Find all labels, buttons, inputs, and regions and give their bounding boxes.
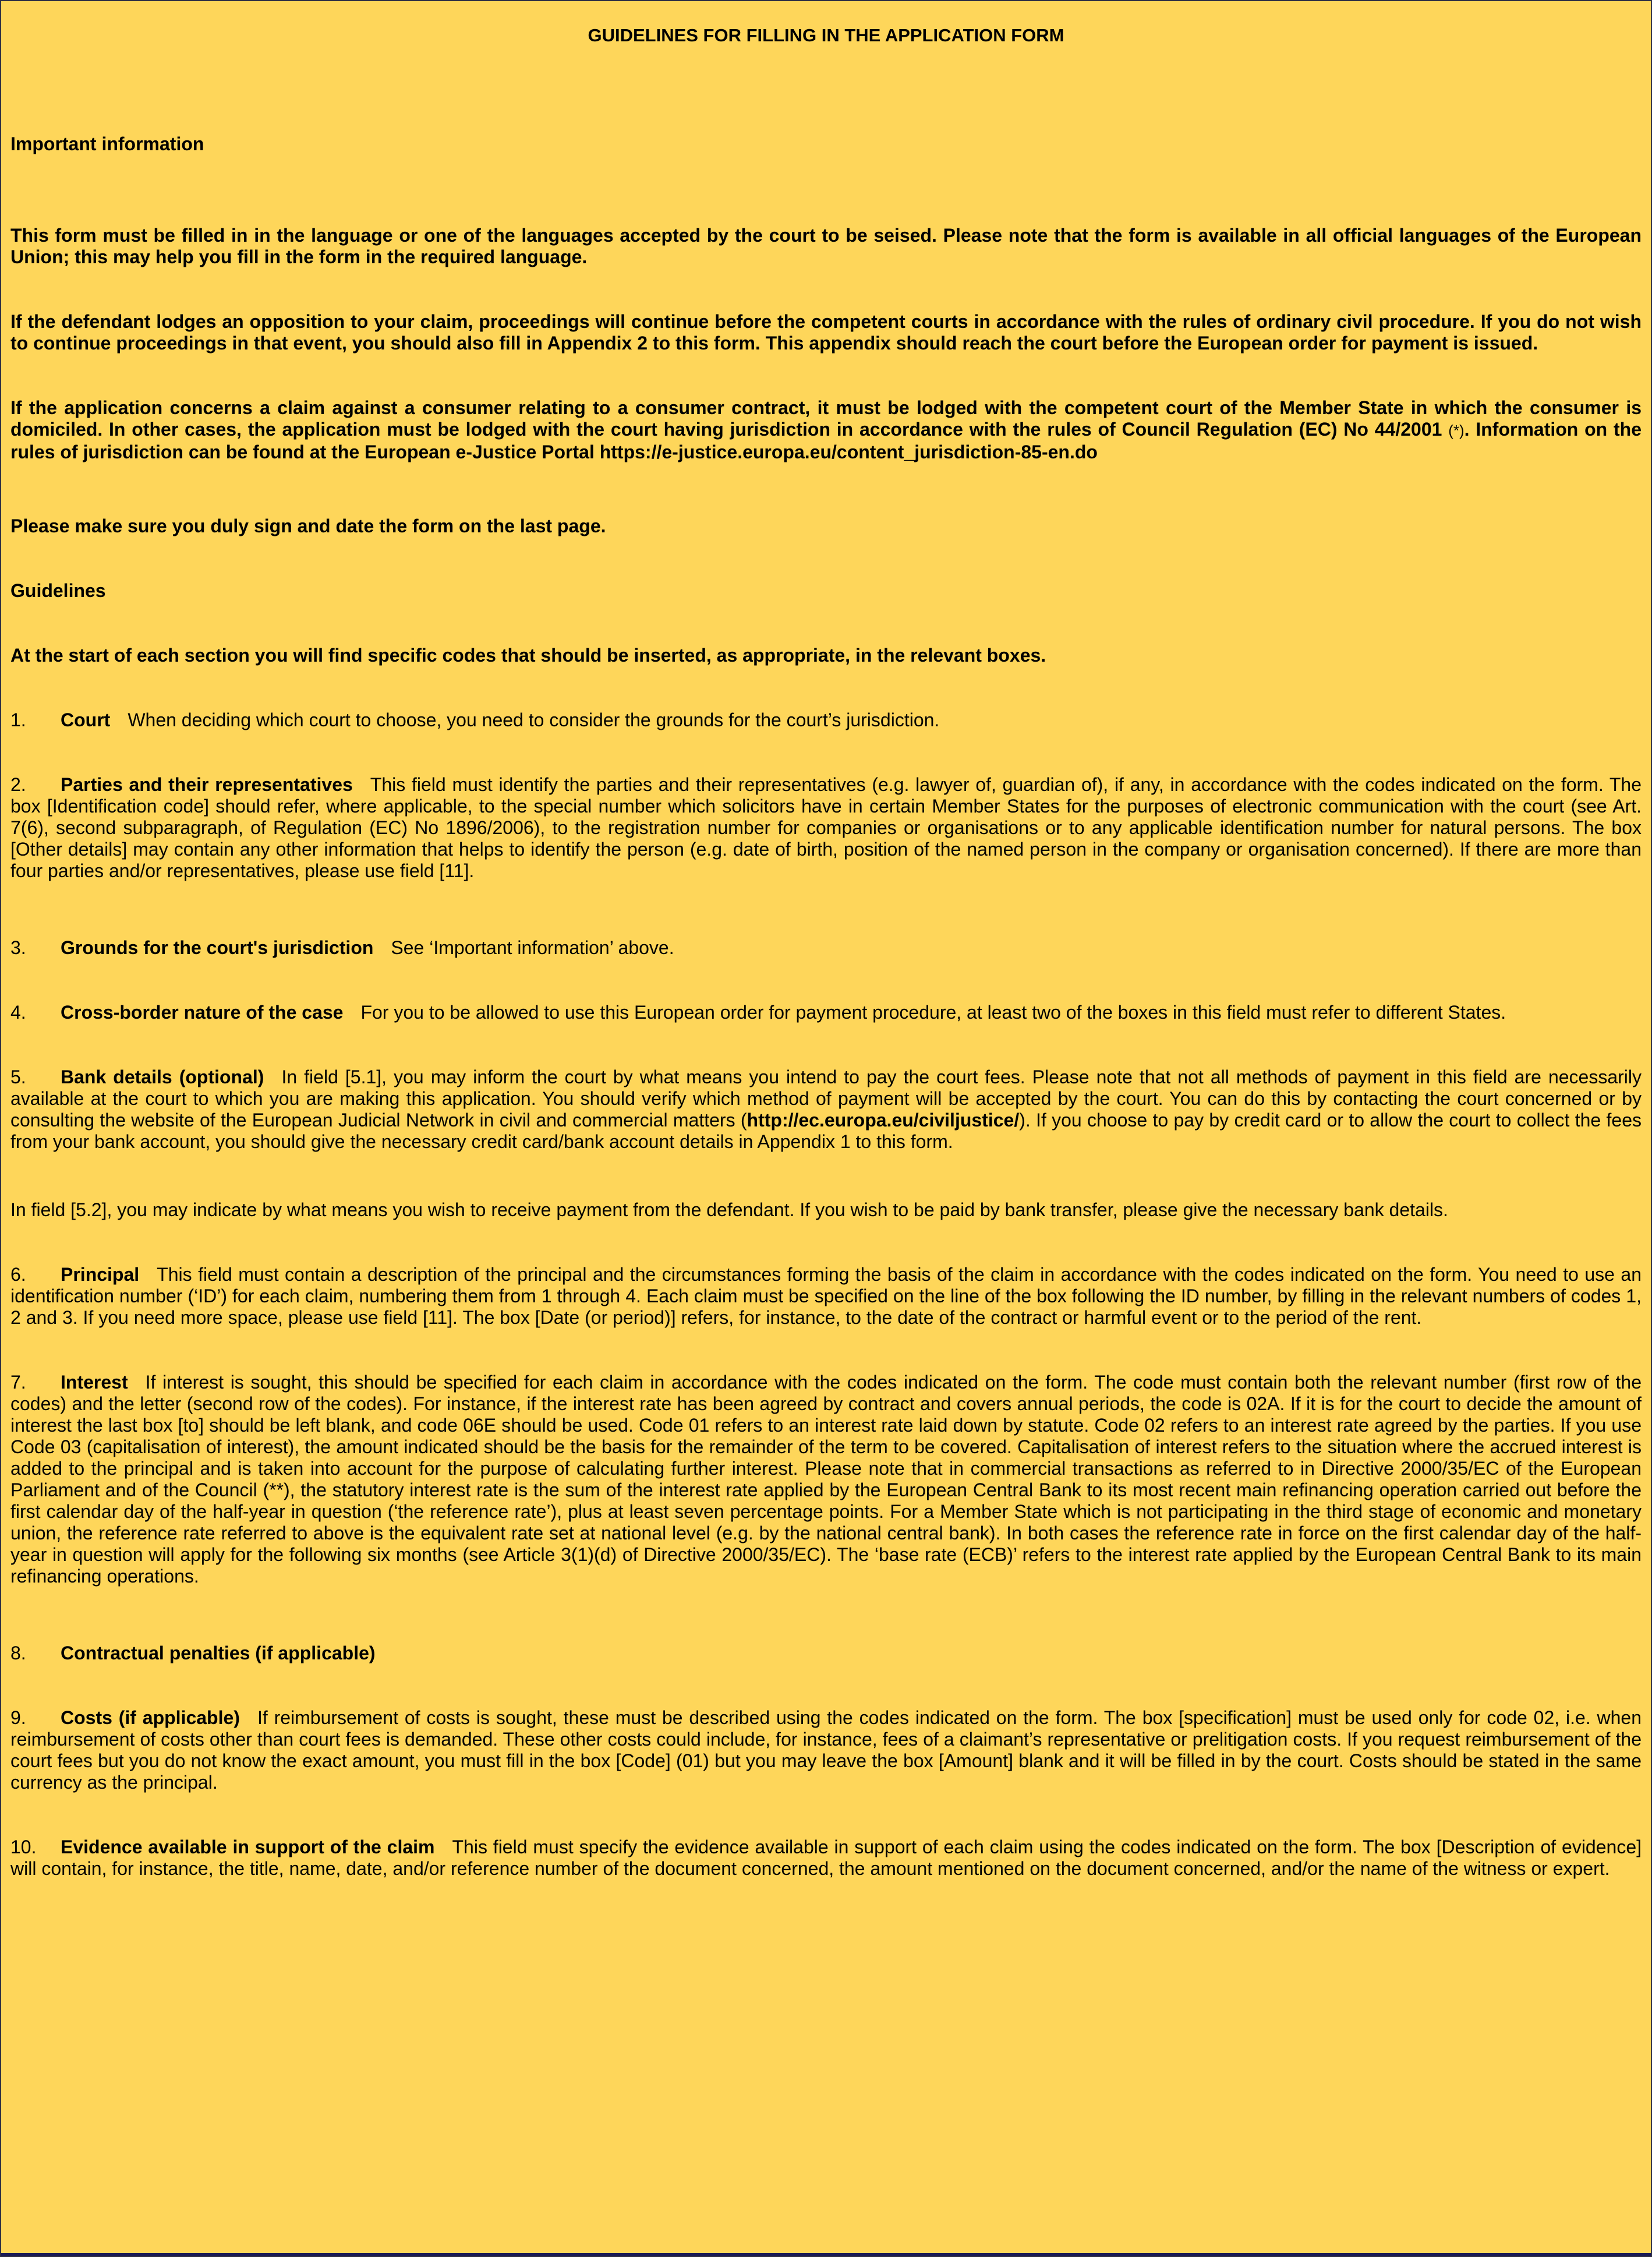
item-body: ). If you choose to pay by credit card or to allow the court to collect the fees from your bank account, you should give the necessary credit card/bank account details in Appendix 1 to this form. — [10, 1110, 1642, 1152]
item-heading-evidence: Evidence available in support of the claim — [61, 1836, 435, 1857]
language-paragraph: This form must be filled in in the language or one of the languages accepted by the court to be seised. Please note that the form is available in all official languages of the European Union; this may help you fill in the form in the required language. — [10, 225, 1642, 267]
item-number: 3. — [10, 937, 26, 958]
item-body: When deciding which court to choose, you need to consider the grounds for the court’s jurisdiction. — [128, 709, 940, 730]
item-number: 2. — [10, 774, 26, 795]
document-content — [1, 1, 1651, 1880]
guideline-item-evidence — [10, 1836, 1642, 1880]
important-info-heading: Important information — [10, 133, 204, 154]
consumer-jurisdiction-paragraph — [10, 397, 1642, 463]
item-number: 8. — [10, 1643, 26, 1663]
footnote-ref-star: (*) — [1448, 422, 1464, 439]
item-heading-interest: Interest — [61, 1372, 128, 1393]
guideline-item-cross-border — [10, 1002, 1642, 1023]
codes-intro-paragraph: At the start of each section you will find specific codes that should be inserted, as appropriate, in the relevant boxes. — [10, 645, 1046, 666]
item-body: This field must contain a description of the principal and the circumstances forming the basis of the claim in accordance with the codes indicated on the form. You need to use an identification number (‘ID’) for each claim, numbering them from 1 through 4. Each claim must be specified on the line of the box following the ID number, by filling in the relevant numbers of codes 1, 2 and 3. If you need more space, please use field [11]. The box [Date (or period)] refers, for instance, to the date of the contract or harmful event or to the period of the rent. — [10, 1264, 1642, 1328]
item-body: In field [5.1], you may inform the court by what means you intend to pay the court fees. Please note that not all methods of payment in this field are necessarily available at the court to which you are making this application. You should verify which method of payment will be accepted by the court. You can do this by contacting the court concerned or by consulting the website of the European Judicial Network in civil and commercial matters ( — [10, 1066, 1642, 1131]
item-body: If interest is sought, this should be specified for each claim in accordance with the codes indicated on the form. The code must contain both the relevant number (first row of the codes) and the letter (second row of the codes). For instance, if the interest rate has been agreed by contract and covers annual periods, the code is 02A. If it is for the court to decide the amount of interest the last box [to] should be left blank, and code 06E should be used. Code 01 refers to an interest rate laid down by statute. Code 02 refers to an interest rate agreed by the parties. If you use Code 03 (capitalisation of interest), the amount indicated should be the basis for the remainder of the term to be covered. Capitalisation of interest refers to the situation where the accrued interest is added to the principal and is taken into account for the purpose of calculating further interest. Please note that in commercial transactions as referred to in Directive 2000/35/EC of the European Parliament and of the Council (**), the statutory interest rate is the sum of the interest rate applied by the European Central Bank to its most recent main refinancing operation carried out before the first calendar day of the half-year in question (‘the reference rate’), plus at least seven percentage points. For a Member State which is not participating in the third stage of economic and monetary union, the reference rate referred to above is the equivalent rate set at national level (e.g. by the national central bank). In both cases the reference rate in force on the first calendar day of the half-year in question will apply for the following six months (see Article 3(1)(d) of Directive 2000/35/EC). The ‘base rate (ECB)’ refers to the interest rate applied by the European Central Bank to its main refinancing operations. — [10, 1372, 1642, 1587]
guideline-item-parties — [10, 774, 1642, 882]
window-bottom-edge — [1, 2253, 1651, 2256]
guideline-item-bank-details — [10, 1066, 1642, 1153]
guideline-item-grounds — [10, 937, 1642, 959]
item-heading-cross-border: Cross-border nature of the case — [61, 1002, 344, 1023]
item-heading-grounds: Grounds for the court's jurisdiction — [61, 937, 374, 958]
item-heading-principal: Principal — [61, 1264, 140, 1285]
item-number: 7. — [10, 1372, 26, 1393]
guidelines-heading: Guidelines — [10, 580, 106, 601]
item-body: This field must specify the evidence available in support of each claim using the codes indicated on the form. The box [Description of evidence] will contain, for instance, the title, name, date, and/or reference number of the document concerned, the amount mentioned on the document concerned, and/or the name of the witness or expert. — [10, 1836, 1642, 1879]
item-heading-bank-details: Bank details (optional) — [61, 1066, 264, 1087]
guideline-item-principal — [10, 1264, 1642, 1329]
item-heading-parties: Parties and their representatives — [61, 774, 353, 795]
item-heading-costs: Costs (if applicable) — [61, 1707, 240, 1728]
page-title: GUIDELINES FOR FILLING IN THE APPLICATION FORM — [588, 25, 1064, 45]
item-number: 5. — [10, 1066, 26, 1087]
guideline-item-costs — [10, 1707, 1642, 1793]
field-5-2-paragraph: In field [5.2], you may indicate by what means you wish to receive payment from the defendant. If you wish to be paid by bank transfer, please give the necessary bank details. — [10, 1199, 1448, 1220]
guideline-item-court — [10, 709, 1642, 731]
item-heading-court: Court — [61, 709, 111, 730]
item-body: If reimbursement of costs is sought, these must be described using the codes indicated on the form. The box [specification] must be used only for code 02, i.e. when reimbursement of costs other than court fees is demanded. These other costs could include, for instance, fees of a claimant’s representative or prelitigation costs. If you request reimbursement of the court fees but you do not know the exact amount, you must fill in the box [Code] (01) but you may leave the box [Amount] blank and it will be filled in by the court. Costs should be stated in the same currency as the principal. — [10, 1707, 1642, 1793]
consumer-jurisdiction-text-1: If the application concerns a claim against a consumer relating to a consumer contract, it must be lodged with the competent court of the Member State in which the consumer is domiciled. In other cases, the application must be lodged with the court having jurisdiction in accordance with the rules of Council Regulation (EC) No 44/2001 — [10, 397, 1642, 440]
item-number: 6. — [10, 1264, 26, 1285]
item-number: 1. — [10, 709, 26, 730]
sign-and-date-paragraph: Please make sure you duly sign and date the form on the last page. — [10, 515, 606, 536]
opposition-paragraph: If the defendant lodges an opposition to your claim, proceedings will continue before the competent courts in accordance with the rules of ordinary civil procedure. If you do not wish to continue proceedings in that event, you should also fill in Appendix 2 to this form. This appendix should reach the court before the European order for payment is issued. — [10, 311, 1642, 354]
item-number: 10. — [10, 1836, 37, 1857]
civil-justice-url: http://ec.europa.eu/civiljustice/ — [747, 1110, 1020, 1131]
guideline-item-contractual-penalties — [10, 1643, 1642, 1664]
item-number: 9. — [10, 1707, 26, 1728]
item-number: 4. — [10, 1002, 26, 1023]
consumer-jurisdiction-text-2: . Information on the rules of jurisdiction can be found at the European e-Justice Portal https://e-justice.europa.eu/content_jurisdiction-85-en.do — [10, 419, 1642, 462]
item-body: For you to be allowed to use this European order for payment procedure, at least two of the boxes in this field must refer to different States. — [360, 1002, 1506, 1023]
guideline-item-interest — [10, 1372, 1642, 1587]
item-body: See ‘Important information’ above. — [391, 937, 674, 958]
item-heading-contractual-penalties: Contractual penalties (if applicable) — [61, 1643, 376, 1663]
item-body: This field must identify the parties and their representatives (e.g. lawyer of, guardian of), if any, in accordance with the codes indicated on the form. The box [Identification code] should refer, where applicable, to the special number which solicitors have in certain Member States for the purposes of electronic communication with the court (see Art. 7(6), second subparagraph, of Regulation (EC) No 1896/2006), to the registration number for companies or organisations or to any applicable identification number for natural persons. The box [Other details] may contain any other information that helps to identify the person (e.g. date of birth, position of the named person in the company or organisation concerned). If there are more than four parties and/or representatives, please use field [11]. — [10, 774, 1642, 881]
